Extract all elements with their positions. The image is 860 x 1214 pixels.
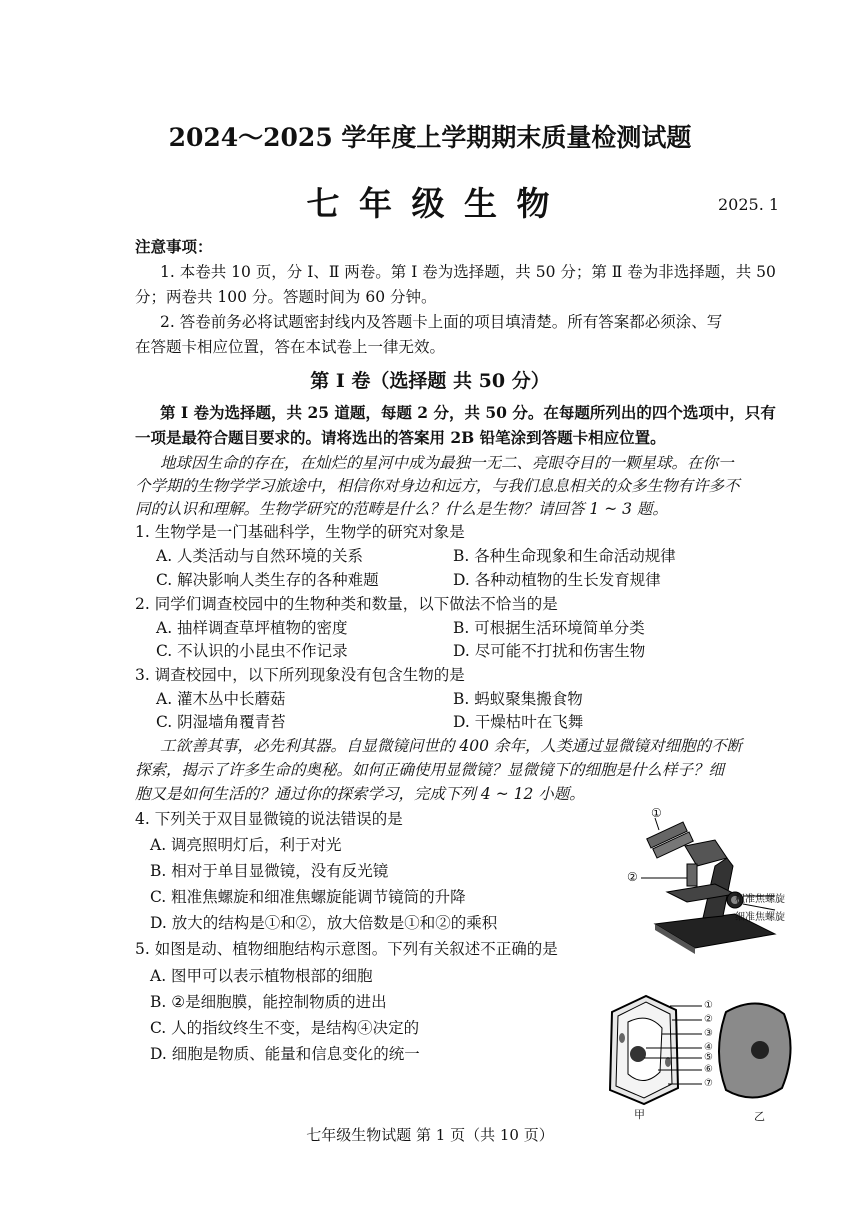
notice-item-2a: 2. 答卷前务必将试题密封线内及答题卡上面的项目填清楚。所有答案都必须涂、写	[160, 313, 723, 331]
passage-2-line-1: 工欲善其事，必先利其器。自显微镜问世的 400 余年，人类通过显微镜对细胞的不断	[160, 737, 742, 755]
question-1-option-d: D. 各种动植物的生长发育规律	[453, 571, 661, 589]
question-4-option-c: C. 粗准焦螺旋和细准焦螺旋能调节镜筒的升降	[150, 888, 466, 906]
cell-label-3: ③	[704, 1028, 713, 1039]
question-2-option-c: C. 不认识的小昆虫不作记录	[156, 642, 348, 660]
cell-label-5: ⑤	[704, 1052, 713, 1063]
notice-item-1b: 分；两卷共 100 分。答题时间为 60 分钟。	[135, 288, 437, 306]
microscope-label-coarse: 粗准焦螺旋	[735, 894, 785, 905]
passage-2-line-2: 探索，揭示了许多生命的奥秘。如何正确使用显微镜？显微镜下的细胞是什么样子？细	[135, 761, 725, 779]
cell-label-7: ⑦	[704, 1078, 713, 1089]
question-3-option-a: A. 灌木丛中长蘑菇	[156, 690, 286, 708]
cell-label-6: ⑥	[704, 1064, 713, 1075]
exam-title: 2024～2025 学年度上学期期末质量检测试题	[168, 123, 692, 152]
question-1-option-c: C. 解决影响人类生存的各种难题	[156, 571, 379, 589]
passage-1-line-1: 地球因生命的存在，在灿烂的星河中成为最独一无二、亮眼夺目的一颗星球。在你一	[160, 454, 734, 472]
question-1-stem: 1. 生物学是一门基础科学，生物学的研究对象是	[135, 523, 465, 541]
question-5-option-a: A. 图甲可以表示植物根部的细胞	[150, 967, 373, 985]
question-3-option-d: D. 干燥枯叶在飞舞	[453, 713, 584, 731]
question-5-option-d: D. 细胞是物质、能量和信息变化的统一	[150, 1045, 420, 1063]
section-title: 第 Ⅰ 卷（选择题 共 50 分）	[310, 370, 550, 392]
cell-label-2: ②	[704, 1014, 713, 1025]
question-1-option-b: B. 各种生命现象和生命活动规律	[453, 547, 676, 565]
question-5-stem: 5. 如图是动、植物细胞结构示意图。下列有关叙述不正确的是	[135, 940, 558, 958]
passage-1-line-3: 同的认识和理解。生物学研究的范畴是什么？什么是生物？请回答 1 ~ 3 题。	[135, 500, 668, 518]
section-intro-a: 第 Ⅰ 卷为选择题，共 25 道题，每题 2 分，共 50 分。在每题所列出的四个选项中，只有	[160, 403, 776, 422]
section-intro-b: 一项是最符合题目要求的。请将选出的答案用 2B 铅笔涂到答题卡相应位置。	[135, 428, 666, 447]
question-1-option-a: A. 人类活动与自然环境的关系	[156, 547, 364, 565]
question-2-option-d: D. 尽可能不打扰和伤害生物	[453, 642, 646, 660]
question-4-option-b: B. 相对于单目显微镜，没有反光镜	[150, 862, 389, 880]
question-3-stem: 3. 调查校园中，以下所列现象没有包含生物的是	[135, 666, 465, 684]
question-2-option-b: B. 可根据生活环境简单分类	[453, 619, 645, 637]
notice-heading: 注意事项：	[135, 237, 213, 256]
page-footer: 七年级生物试题 第 1 页（共 10 页）	[306, 1126, 554, 1144]
passage-1-line-2: 个学期的生物学学习旅途中，相信你对身边和远方，与我们息息相关的众多生物有许多不	[135, 477, 740, 495]
microscope-label-fine: 细准焦螺旋	[735, 912, 785, 923]
question-2-stem: 2. 同学们调查校园中的生物种类和数量，以下做法不恰当的是	[135, 595, 558, 613]
cell-drawing	[598, 992, 798, 1122]
question-2-option-a: A. 抽样调查草坪植物的密度	[156, 619, 348, 637]
cell-figure	[598, 992, 798, 1122]
passage-2-line-3: 胞又是如何生活的？通过你的探索学习，完成下列 4 ~ 12 小题。	[135, 785, 585, 803]
microscope-label-1: ①	[651, 806, 662, 820]
cell-label-jia: 甲	[634, 1108, 645, 1121]
question-5-option-c: C. 人的指纹终生不变，是结构④决定的	[150, 1019, 420, 1037]
notice-item-1a: 1. 本卷共 10 页，分 Ⅰ、Ⅱ 两卷。第 Ⅰ 卷为选择题，共 50 分；第 Ⅱ 卷为非选择题，共 50	[160, 263, 776, 281]
microscope-figure	[615, 806, 815, 956]
cell-label-1: ①	[704, 1000, 713, 1011]
cell-label-4: ④	[704, 1042, 713, 1053]
cell-label-yi: 乙	[754, 1110, 765, 1123]
question-4-option-a: A. 调亮照明灯后，利于对光	[150, 836, 342, 854]
notice-item-2b: 在答题卡相应位置，答在本试卷上一律无效。	[135, 338, 446, 356]
subject-title: 七 年 级 生 物	[306, 184, 554, 223]
question-4-stem: 4. 下列关于双目显微镜的说法错误的是	[135, 810, 403, 828]
microscope-drawing	[615, 806, 815, 956]
question-4-option-d: D. 放大的结构是①和②，放大倍数是①和②的乘积	[150, 914, 498, 932]
question-3-option-b: B. 蚂蚁聚集搬食物	[453, 690, 583, 708]
question-3-option-c: C. 阴湿墙角覆青苔	[156, 713, 286, 731]
question-5-option-b: B. ②是细胞膜，能控制物质的进出	[150, 993, 387, 1011]
microscope-label-2: ②	[627, 870, 638, 884]
exam-date: 2025. 1	[718, 195, 780, 214]
